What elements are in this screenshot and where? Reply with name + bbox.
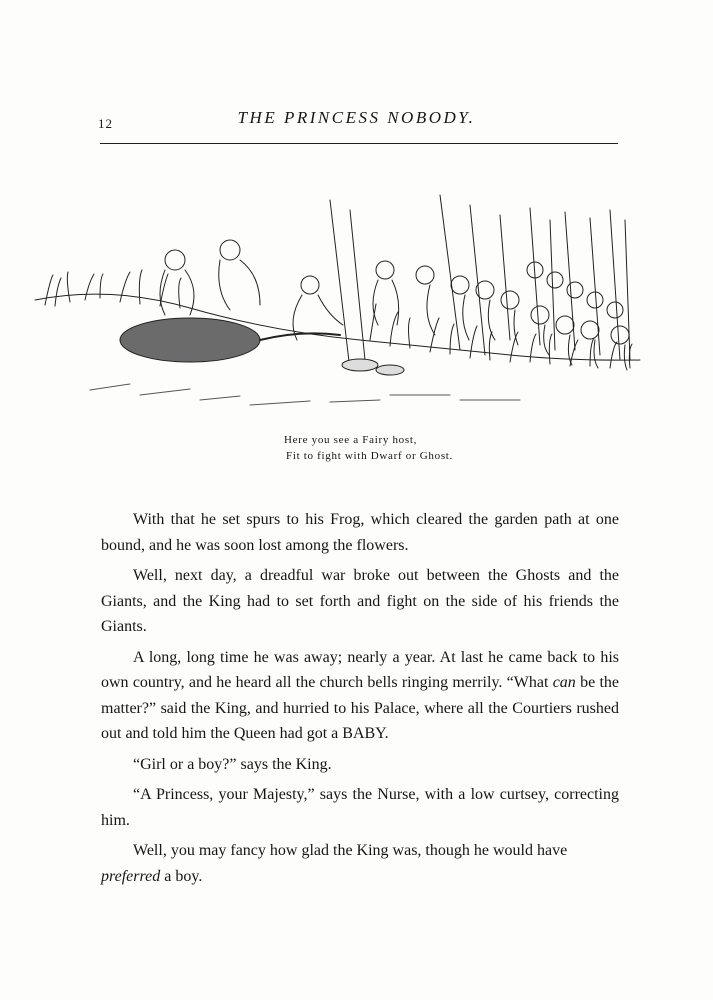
italic-text: can: [552, 674, 576, 691]
caption-line: Fit to fight with Dwarf or Ghost.: [286, 450, 454, 462]
fairy-host-illustration: [30, 190, 645, 420]
running-title: THE PRINCESS NOBODY.: [237, 108, 476, 127]
caption-line: Here you see a Fairy host,: [284, 434, 418, 446]
body-paragraph: [101, 507, 619, 558]
text-segment: be the matter?” said the King, and hurried to his Palace, where all the Courtiers rushed out and told him the Queen had got a BABY.: [101, 674, 620, 742]
text-segment: “Girl or a boy?” says the King.: [133, 755, 332, 773]
italic-text: preferred: [101, 867, 161, 885]
body-paragraph: [101, 645, 619, 747]
text-segment: Well, next day, a dreadful war broke out between the Ghosts and the Giants, and the King had to set forth and fight on the side of his friends the Giants.: [101, 567, 619, 635]
text-segment: “A Princess, your Majesty,” says the Nurse, with a low curtsey, correcting him.: [101, 786, 619, 829]
body-paragraph: [101, 838, 619, 889]
text-segment: A long, long time he was away; nearly a year. At last he came back to his own country, and he heard all the church bells ringing merrily. “What: [101, 648, 619, 691]
illustration-caption: [284, 432, 453, 464]
body-text: [101, 507, 619, 894]
header-rule: [100, 143, 618, 144]
text-segment: With that he set spurs to his Frog, which cleared the garden path at one bound, and he was soon lost among the flowers.: [101, 511, 619, 554]
body-paragraph: [101, 563, 619, 640]
text-segment: Well, you may fancy how glad the King was, though he would have: [133, 842, 568, 859]
body-paragraph: [101, 782, 619, 833]
body-paragraph: [101, 752, 619, 778]
text-segment: a boy.: [160, 867, 203, 885]
page-number: 12: [98, 116, 113, 131]
